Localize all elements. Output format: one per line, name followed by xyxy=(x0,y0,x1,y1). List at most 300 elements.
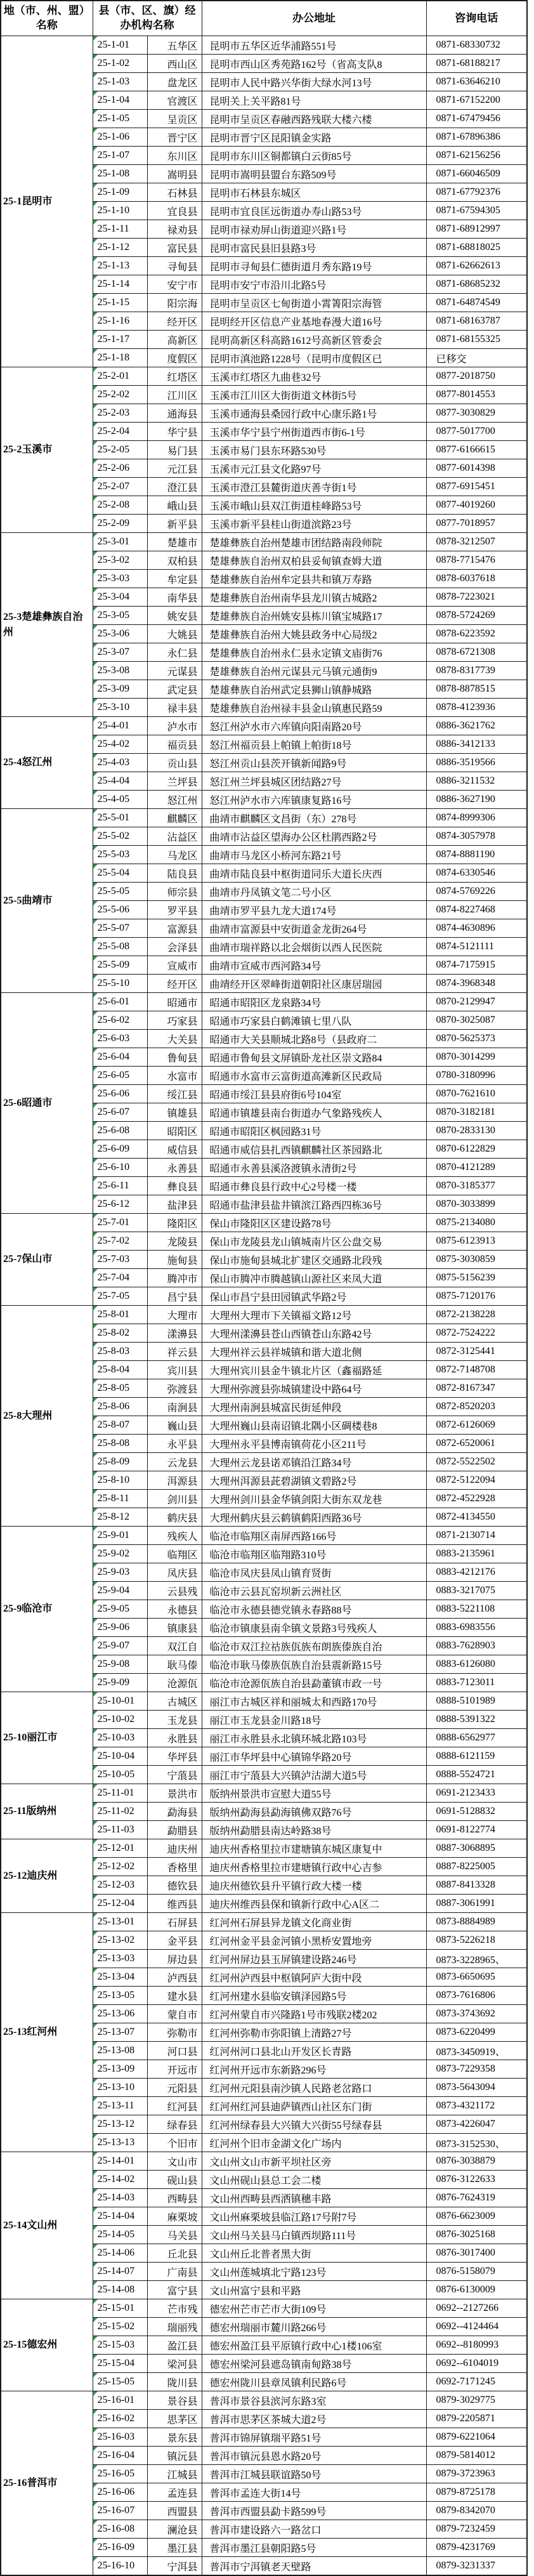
phone-cell: 0873-7229358 xyxy=(426,2060,527,2079)
phone-cell: 0878-5724269 xyxy=(426,607,527,625)
phone-cell: 0877-4019260 xyxy=(426,496,527,515)
code-cell: 25-1-08 xyxy=(93,165,147,183)
table-row xyxy=(1,367,527,386)
code-cell: 25-11-02 xyxy=(93,1803,147,1821)
county-cell: 宾川县 xyxy=(147,1361,202,1379)
header-address: 办公地址 xyxy=(202,1,426,36)
code-cell: 25-1-15 xyxy=(93,294,147,312)
county-cell: 剑川县 xyxy=(147,1490,202,1508)
addr-cell: 文山州丘北普者黑大街 xyxy=(202,2244,426,2263)
code-cell: 25-2-03 xyxy=(93,404,147,423)
code-cell: 25-6-10 xyxy=(93,1159,147,1177)
county-cell: 澜沧县 xyxy=(147,2520,202,2539)
county-cell: 楚雄市 xyxy=(147,533,202,551)
county-cell: 丘北县 xyxy=(147,2244,202,2263)
table-row xyxy=(1,717,527,735)
county-cell: 临翔区 xyxy=(147,1545,202,1563)
phone-cell: 0871-62156256 xyxy=(426,147,527,165)
header-row xyxy=(1,1,527,36)
addr-cell: 大理州南涧县城富民街延伸段 xyxy=(202,1398,426,1416)
addr-cell: 临沧市永德县德党镇永春路88号 xyxy=(202,1600,426,1619)
addr-cell: 德宏州瑞丽市麓川路266号 xyxy=(202,2318,426,2336)
addr-cell: 怒江州泸水市六库镇康复路16号 xyxy=(202,791,426,809)
addr-cell: 昆明市西山区秀苑路162号（省高支队8 xyxy=(202,55,426,73)
code-cell: 25-13-09 xyxy=(93,2060,147,2079)
county-cell: 漾濞县 xyxy=(147,1324,202,1343)
code-cell: 25-5-03 xyxy=(93,846,147,864)
county-cell: 鲁甸县 xyxy=(147,1048,202,1067)
phone-cell: 0871-67896386 xyxy=(426,128,527,147)
code-cell: 25-1-06 xyxy=(93,128,147,147)
phone-cell: 0878-8878515 xyxy=(426,680,527,699)
code-cell: 25-1-14 xyxy=(93,275,147,294)
phone-cell: 0877-5017700 xyxy=(426,423,527,441)
addr-cell: 怒江州福贡县上帕镇上帕街18号 xyxy=(202,735,426,754)
code-cell: 25-3-02 xyxy=(93,551,147,570)
table-body xyxy=(1,36,527,2576)
addr-cell: 大理州弥渡县弥城镇建设中路64号 xyxy=(202,1379,426,1398)
code-cell: 25-6-12 xyxy=(93,1195,147,1214)
addr-cell: 昭通市威信县扎西镇麒麟社区茶园路北 xyxy=(202,1140,426,1159)
phone-cell: 0871-63646210 xyxy=(426,73,527,91)
county-cell: 罗平县 xyxy=(147,901,202,919)
code-cell: 25-8-05 xyxy=(93,1379,147,1398)
header-phone: 咨询电话 xyxy=(426,1,527,36)
addr-cell: 丽江市永胜县永北镇环城北路103号 xyxy=(202,1729,426,1747)
addr-cell: 曲靖市罗平县九龙大道174号 xyxy=(202,901,426,919)
prefecture-cell: 25-7保山市 xyxy=(1,1214,93,1306)
code-cell: 25-16-01 xyxy=(93,2391,147,2410)
addr-cell: 红河州弥勒市弥阳镇上清路27号 xyxy=(202,2023,426,2042)
phone-cell: 0887-8225005 xyxy=(426,1858,527,1876)
county-cell: 施甸县 xyxy=(147,1251,202,1269)
phone-cell: 0692--8180993 xyxy=(426,2336,527,2355)
code-cell: 25-15-01 xyxy=(93,2299,147,2318)
prefecture-cell: 25-16普洱市 xyxy=(1,2391,93,2576)
phone-cell: 0871-67152200 xyxy=(426,91,527,110)
addr-cell: 临沧市耿马傣族佤族自治县震新路15号 xyxy=(202,1655,426,1674)
phone-cell: 0886-3412133 xyxy=(426,735,527,754)
county-cell: 永德县 xyxy=(147,1600,202,1619)
addr-cell: 怒江州贡山县茨开镇新闻路9号 xyxy=(202,754,426,772)
code-cell: 25-3-09 xyxy=(93,680,147,699)
code-cell: 25-3-08 xyxy=(93,662,147,680)
code-cell: 25-16-04 xyxy=(93,2447,147,2465)
addr-cell: 大理州洱源县茈碧湖镇文碧路2号 xyxy=(202,1471,426,1490)
code-cell: 25-14-07 xyxy=(93,2263,147,2281)
county-cell: 盘龙区 xyxy=(147,73,202,91)
phone-cell: 0886-3519566 xyxy=(426,754,527,772)
table-row xyxy=(1,2299,527,2318)
county-cell: 建水县 xyxy=(147,1987,202,2005)
county-cell: 禄劝县 xyxy=(147,220,202,239)
phone-cell: 0886-3211532 xyxy=(426,772,527,791)
county-cell: 大关县 xyxy=(147,1030,202,1048)
addr-cell: 昭通市鲁甸县文屏镇卧龙社区崇文路84 xyxy=(202,1048,426,1067)
addr-cell: 怒江州兰坪县城区团结路27号 xyxy=(202,772,426,791)
code-cell: 25-12-03 xyxy=(93,1876,147,1895)
phone-cell: 0691-8122774 xyxy=(426,1821,527,1839)
phone-cell: 0870-4121289 xyxy=(426,1159,527,1177)
county-cell: 贡山县 xyxy=(147,754,202,772)
addr-cell: 红河州蒙自市兴隆路1号市残联2楼202 xyxy=(202,2005,426,2023)
county-cell: 嵩明县 xyxy=(147,165,202,183)
table-row xyxy=(1,1527,527,1545)
code-cell: 25-14-03 xyxy=(93,2189,147,2207)
phone-cell: 0873-3450919、 xyxy=(426,2042,527,2060)
addr-cell: 迪庆州维西县保和镇新行政中心A区二 xyxy=(202,1895,426,1913)
addr-cell: 曲靖市陆良县中枢街道同乐大道长庆西 xyxy=(202,864,426,883)
phone-cell: 0886-3621762 xyxy=(426,717,527,735)
table-row xyxy=(1,36,527,55)
code-cell: 25-3-05 xyxy=(93,607,147,625)
code-cell: 25-1-04 xyxy=(93,91,147,110)
code-cell: 25-9-04 xyxy=(93,1582,147,1600)
phone-cell: 0780-3180996 xyxy=(426,1067,527,1085)
phone-cell: 0873-3152530、 xyxy=(426,2134,527,2152)
code-cell: 25-8-11 xyxy=(93,1490,147,1508)
phone-cell: 0873-8884989 xyxy=(426,1913,527,1931)
phone-cell: 0871-68163787 xyxy=(426,312,527,331)
table-row xyxy=(1,1784,527,1803)
code-cell: 25-15-03 xyxy=(93,2336,147,2355)
county-cell: 陇川县 xyxy=(147,2373,202,2391)
table-row xyxy=(1,1692,527,1711)
phone-cell: 0877-8014553 xyxy=(426,386,527,404)
code-cell: 25-4-01 xyxy=(93,717,147,735)
county-cell: 会泽县 xyxy=(147,938,202,956)
code-cell: 25-6-08 xyxy=(93,1122,147,1140)
phone-cell: 0874-8227468 xyxy=(426,901,527,919)
phone-cell: 0876-3017400 xyxy=(426,2244,527,2263)
addr-cell: 昭通市巧家县白鹤滩镇七里八队 xyxy=(202,1011,426,1030)
addr-cell: 普洱市锦屏镇瑞平路51号 xyxy=(202,2428,426,2447)
addr-cell: 大理州永平县博南镇荷花小区211号 xyxy=(202,1435,426,1453)
phone-cell: 0872-8167347 xyxy=(426,1379,527,1398)
addr-cell: 昆明市人民中路兴华街大绿水河13号 xyxy=(202,73,426,91)
code-cell: 25-1-09 xyxy=(93,183,147,202)
code-cell: 25-8-07 xyxy=(93,1416,147,1435)
county-cell: 元江县 xyxy=(147,459,202,478)
code-cell: 25-8-10 xyxy=(93,1471,147,1490)
addr-cell: 曲靖市麒麟区文昌街（东）278号 xyxy=(202,809,426,827)
addr-cell: 普洱市镇沅县恩水路20号 xyxy=(202,2447,426,2465)
phone-cell: 0874-8881190 xyxy=(426,846,527,864)
addr-cell: 迪庆州香格里拉市建塘镇行政中心吉参 xyxy=(202,1858,426,1876)
county-cell: 绿春县 xyxy=(147,2115,202,2134)
addr-cell: 曲靖市宣威市西河路34号 xyxy=(202,956,426,975)
phone-cell: 0873-3743692 xyxy=(426,2005,527,2023)
addr-cell: 昭通市永善县溪洛渡镇永清街2号 xyxy=(202,1159,426,1177)
code-cell: 25-6-06 xyxy=(93,1085,147,1103)
phone-cell: 0870-3185377 xyxy=(426,1177,527,1195)
phone-cell: 0877-6014398 xyxy=(426,459,527,478)
table-row xyxy=(1,1214,527,1232)
addr-cell: 普洱市宁洱镇老天壁路 xyxy=(202,2557,426,2576)
addr-cell: 曲靖市沾益区望海办公区杜鹃西路2号 xyxy=(202,827,426,846)
county-cell: 沾益区 xyxy=(147,827,202,846)
code-cell: 25-10-03 xyxy=(93,1729,147,1747)
county-cell: 禄丰县 xyxy=(147,699,202,717)
code-cell: 25-13-08 xyxy=(93,2042,147,2060)
county-cell: 弥勒市 xyxy=(147,2023,202,2042)
code-cell: 25-3-10 xyxy=(93,699,147,717)
phone-cell: 0871-66046509 xyxy=(426,165,527,183)
phone-cell: 0883-4212176 xyxy=(426,1563,527,1582)
county-cell: 宁洱县 xyxy=(147,2557,202,2576)
code-cell: 25-2-07 xyxy=(93,478,147,496)
prefecture-cell: 25-4怒江州 xyxy=(1,717,93,809)
prefecture-cell: 25-15德宏州 xyxy=(1,2299,93,2391)
county-cell: 昭阳区 xyxy=(147,1122,202,1140)
code-cell: 25-16-03 xyxy=(93,2428,147,2447)
phone-cell: 0883-6983556 xyxy=(426,1619,527,1637)
addr-cell: 楚雄彝族自治州姚安县栋川镇宝城路17 xyxy=(202,607,426,625)
code-cell: 25-13-01 xyxy=(93,1913,147,1931)
table-row xyxy=(1,2391,527,2410)
addr-cell: 昭通市绥江县县府街6号104室 xyxy=(202,1085,426,1103)
prefecture-cell: 25-5曲靖市 xyxy=(1,809,93,993)
phone-cell: 0875-5156239 xyxy=(426,1269,527,1287)
county-cell: 阳宗海 xyxy=(147,294,202,312)
code-cell: 25-3-01 xyxy=(93,533,147,551)
addr-cell: 文山州富宁县和平路 xyxy=(202,2281,426,2299)
county-cell: 官渡区 xyxy=(147,91,202,110)
addr-cell: 红河州开远市东新路296号 xyxy=(202,2060,426,2079)
phone-cell: 0888-5524721 xyxy=(426,1766,527,1784)
phone-cell: 0875-7120176 xyxy=(426,1287,527,1306)
addr-cell: 玉溪市新平县桂山街道滨路23号 xyxy=(202,515,426,533)
county-cell: 芒市残 xyxy=(147,2299,202,2318)
code-cell: 25-12-01 xyxy=(93,1839,147,1858)
prefecture-cell: 25-11版纳州 xyxy=(1,1784,93,1839)
addr-cell: 丽江市华坪县中心镇锦华路20号 xyxy=(202,1747,426,1766)
phone-cell: 0872-8520203 xyxy=(426,1398,527,1416)
phone-cell: 0874-5769226 xyxy=(426,883,527,901)
phone-cell: 0883-5221108 xyxy=(426,1600,527,1619)
code-cell: 25-10-05 xyxy=(93,1766,147,1784)
county-cell: 玉龙县 xyxy=(147,1711,202,1729)
phone-cell: 0887-3061991 xyxy=(426,1895,527,1913)
phone-cell: 0874-3968348 xyxy=(426,975,527,993)
code-cell: 25-1-07 xyxy=(93,147,147,165)
county-cell: 马关县 xyxy=(147,2226,202,2244)
code-cell: 25-7-05 xyxy=(93,1287,147,1306)
phone-cell: 0879-8725178 xyxy=(426,2483,527,2502)
county-cell: 龙陵县 xyxy=(147,1232,202,1251)
county-cell: 香格里 xyxy=(147,1858,202,1876)
code-cell: 25-1-12 xyxy=(93,239,147,257)
county-cell: 西盟县 xyxy=(147,2502,202,2520)
phone-cell: 0872-5122094 xyxy=(426,1471,527,1490)
county-cell: 宣威市 xyxy=(147,956,202,975)
addr-cell: 昆明市禄劝屏山街道迎兴路1号 xyxy=(202,220,426,239)
phone-cell: 0877-2018750 xyxy=(426,367,527,386)
code-cell: 25-14-04 xyxy=(93,2207,147,2226)
addr-cell: 昆明经开区信息产业基地春漫大道16号 xyxy=(202,312,426,331)
addr-cell: 玉溪市江川区大街街道文林街5号 xyxy=(202,386,426,404)
county-cell: 大理市 xyxy=(147,1306,202,1324)
addr-cell: 楚雄彝族自治州大姚县政务中心局级2 xyxy=(202,625,426,643)
phone-cell: 0870-3033899 xyxy=(426,1195,527,1214)
county-cell: 云龙县 xyxy=(147,1453,202,1471)
phone-cell: 0872-4522928 xyxy=(426,1490,527,1508)
county-cell: 盐津县 xyxy=(147,1195,202,1214)
addr-cell: 临沧市凤庆县凤山镇育贤街 xyxy=(202,1563,426,1582)
code-cell: 25-15-02 xyxy=(93,2318,147,2336)
county-cell: 江川区 xyxy=(147,386,202,404)
addr-cell: 保山市施甸县城北扩建区交通路北段残 xyxy=(202,1251,426,1269)
code-cell: 25-3-07 xyxy=(93,643,147,662)
addr-cell: 迪庆州香格里拉市建塘镇东城区康复中 xyxy=(202,1839,426,1858)
county-cell: 通海县 xyxy=(147,404,202,423)
county-cell: 维西县 xyxy=(147,1895,202,1913)
county-cell: 隆阳区 xyxy=(147,1214,202,1232)
code-cell: 25-1-13 xyxy=(93,257,147,275)
prefecture-cell: 25-6昭通市 xyxy=(1,993,93,1214)
phone-cell: 0872-6126069 xyxy=(426,1416,527,1435)
addr-cell: 红河州屏边县玉屏镇建设路246号 xyxy=(202,1950,426,1968)
code-cell: 25-1-11 xyxy=(93,220,147,239)
code-cell: 25-9-06 xyxy=(93,1619,147,1637)
phone-cell: 0871-67792376 xyxy=(426,183,527,202)
phone-cell: 0691-2123433 xyxy=(426,1784,527,1803)
county-cell: 开远市 xyxy=(147,2060,202,2079)
phone-cell: 0691-5128832 xyxy=(426,1803,527,1821)
prefecture-cell: 25-12迪庆州 xyxy=(1,1839,93,1913)
phone-cell: 0871-68188217 xyxy=(426,55,527,73)
county-cell: 华宁县 xyxy=(147,423,202,441)
phone-cell: 0875-3030859 xyxy=(426,1251,527,1269)
addr-cell: 临沧市双江拉祜族佤族布朗族傣族自治 xyxy=(202,1637,426,1655)
phone-cell: 0874-6330546 xyxy=(426,864,527,883)
phone-cell: 0872-4134550 xyxy=(426,1508,527,1527)
addr-cell: 德宏州芒市芒市大街109号 xyxy=(202,2299,426,2318)
addr-cell: 普洱市建设路六一路岔口 xyxy=(202,2520,426,2539)
code-cell: 25-6-07 xyxy=(93,1103,147,1122)
code-cell: 25-13-12 xyxy=(93,2115,147,2134)
code-cell: 25-14-05 xyxy=(93,2226,147,2244)
phone-cell: 0876-3025168 xyxy=(426,2226,527,2244)
code-cell: 25-9-05 xyxy=(93,1600,147,1619)
addr-cell: 玉溪市元江县文化路97号 xyxy=(202,459,426,478)
addr-cell: 大理州漾濞县苍山西镇苍山东路42号 xyxy=(202,1324,426,1343)
addr-cell: 红河州金平县金河镇小黑桥安置地旁 xyxy=(202,1931,426,1950)
addr-cell: 楚雄彝族自治州武定县狮山镇静城路 xyxy=(202,680,426,699)
code-cell: 25-1-18 xyxy=(93,349,147,367)
addr-cell: 德宏州陇川县章凤镇利民路6号 xyxy=(202,2373,426,2391)
county-cell: 文山市 xyxy=(147,2152,202,2171)
code-cell: 25-6-01 xyxy=(93,993,147,1011)
county-cell: 呈贡区 xyxy=(147,110,202,128)
addr-cell: 大理州剑川县金华镇剑阳大街东双龙巷 xyxy=(202,1490,426,1508)
prefecture-cell: 25-14文山州 xyxy=(1,2152,93,2299)
county-cell: 华坪县 xyxy=(147,1747,202,1766)
addr-cell: 昆明市呈贡区七甸街道小霄箐阳宗海管 xyxy=(202,294,426,312)
county-cell: 德钦县 xyxy=(147,1876,202,1895)
addr-cell: 大理州鹤庆县云鹤镇鹤阳西路36号 xyxy=(202,1508,426,1527)
phone-cell: 0871-68330732 xyxy=(426,36,527,55)
county-cell: 祥云县 xyxy=(147,1343,202,1361)
code-cell: 25-1-03 xyxy=(93,73,147,91)
addr-cell: 迪庆州德钦县升平镇行政大楼一楼 xyxy=(202,1876,426,1895)
code-cell: 25-6-02 xyxy=(93,1011,147,1030)
county-cell: 南华县 xyxy=(147,588,202,607)
code-cell: 25-16-09 xyxy=(93,2539,147,2557)
county-cell: 西畴县 xyxy=(147,2189,202,2207)
county-cell: 沧源佤 xyxy=(147,1674,202,1692)
phone-cell: 0877-3030829 xyxy=(426,404,527,423)
phone-cell: 0871-68818025 xyxy=(426,239,527,257)
code-cell: 25-2-09 xyxy=(93,515,147,533)
addr-cell: 昆明市石林县东城区 xyxy=(202,183,426,202)
phone-cell: 0878-8317739 xyxy=(426,662,527,680)
county-cell: 高新区 xyxy=(147,331,202,349)
prefecture-cell: 25-2玉溪市 xyxy=(1,367,93,533)
code-cell: 25-10-02 xyxy=(93,1711,147,1729)
phone-cell: 0872-5522502 xyxy=(426,1453,527,1471)
addr-cell: 玉溪市峨山县双江街道桂峰路53号 xyxy=(202,496,426,515)
code-cell: 25-1-10 xyxy=(93,202,147,220)
phone-cell: 0871-62662613 xyxy=(426,257,527,275)
addr-cell: 楚雄彝族自治州楚雄市团结路南段师院 xyxy=(202,533,426,551)
phone-cell: 0878-6721308 xyxy=(426,643,527,662)
code-cell: 25-4-05 xyxy=(93,791,147,809)
addr-cell: 普洱市思茅区茶城大道2号 xyxy=(202,2410,426,2428)
addr-cell: 红河州元阳县南沙镇人民路老岔路口 xyxy=(202,2079,426,2097)
addr-cell: 大理州大理市下关镇福文路12号 xyxy=(202,1306,426,1324)
prefecture-cell: 25-1昆明市 xyxy=(1,36,93,367)
prefecture-cell: 25-13红河州 xyxy=(1,1913,93,2152)
county-cell: 陆良县 xyxy=(147,864,202,883)
code-cell: 25-8-04 xyxy=(93,1361,147,1379)
addr-cell: 昆明市呈贡区春融西路残联大楼六楼 xyxy=(202,110,426,128)
county-cell: 镇康县 xyxy=(147,1619,202,1637)
county-cell: 武定县 xyxy=(147,680,202,699)
county-cell: 凤庆县 xyxy=(147,1563,202,1582)
addr-cell: 保山市昌宁县田园镇武华路2号 xyxy=(202,1287,426,1306)
addr-cell: 玉溪市通海县桑园行政中心康乐路1号 xyxy=(202,404,426,423)
county-cell: 经开区 xyxy=(147,975,202,993)
county-cell: 江城县 xyxy=(147,2465,202,2483)
phone-cell: 0879-7232459 xyxy=(426,2520,527,2539)
county-cell: 度假区 xyxy=(147,349,202,367)
header-prefecture: 地（市、州、盟）名称 xyxy=(1,1,93,36)
addr-cell: 德宏州梁河县遮岛镇南甸路38号 xyxy=(202,2355,426,2373)
code-cell: 25-5-08 xyxy=(93,938,147,956)
code-cell: 25-16-10 xyxy=(93,2557,147,2576)
phone-cell: 0878-4123936 xyxy=(426,699,527,717)
county-cell: 耿马傣 xyxy=(147,1655,202,1674)
county-cell: 个旧市 xyxy=(147,2134,202,2152)
code-cell: 25-13-11 xyxy=(93,2097,147,2115)
phone-cell: 0883-7628903 xyxy=(426,1637,527,1655)
addr-cell: 版纳州景洪市宣慰大道55号 xyxy=(202,1784,426,1803)
county-cell: 五华区 xyxy=(147,36,202,55)
county-cell: 易门县 xyxy=(147,441,202,459)
code-cell: 25-16-06 xyxy=(93,2483,147,2502)
phone-cell: 0873-6650695 xyxy=(426,1968,527,1987)
county-cell: 寻甸县 xyxy=(147,257,202,275)
phone-cell: 0692--4124464 xyxy=(426,2318,527,2336)
code-cell: 25-2-08 xyxy=(93,496,147,515)
addr-cell: 红河州红河县迪萨镇西山社区东门街 xyxy=(202,2097,426,2115)
county-cell: 景谷县 xyxy=(147,2391,202,2410)
county-cell: 洱源县 xyxy=(147,1471,202,1490)
code-cell: 25-6-09 xyxy=(93,1140,147,1159)
phone-cell: 0874-7175915 xyxy=(426,956,527,975)
code-cell: 25-12-02 xyxy=(93,1858,147,1876)
